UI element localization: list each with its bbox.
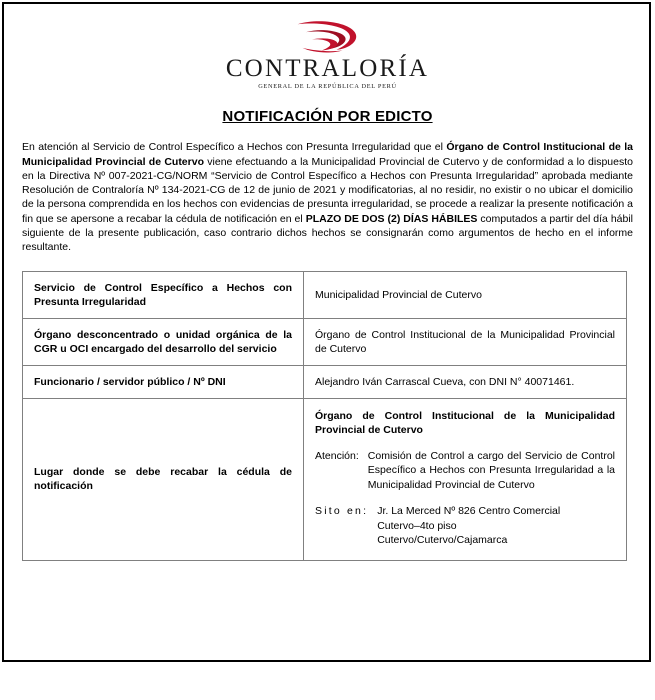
contraloria-swoosh-icon [291, 20, 365, 54]
table-row [23, 271, 627, 318]
site-label: Sito en: [315, 505, 369, 518]
page-title: NOTIFICACIÓN POR EDICTO [222, 108, 433, 126]
site-value [377, 504, 615, 548]
site-address-line-3: Cutervo/Cutervo/Cajamarca [377, 534, 508, 547]
attention-block [315, 449, 615, 493]
row-value: Municipalidad Provincial de Cutervo [304, 271, 627, 318]
intro-segment-2: viene efectuando a la Municipalidad Provincial de Cutervo y de conformidad a lo dispuesto en la Directiva Nº 007-2021-CG/NORM “Servicio de Control Específico a Hechos con Presunta Irregularidad” aprobada mediante Resolución de Contraloría Nº 134-2021-CG de 12 de junio de 2021 y modificatorias, al no residir, no existir o no ubicar el domicilio de la persona comprendida en los hechos con evidencias de presunta irregularidad, se procede a realizar la presente notificación a fin que se apersone a recabar la cédula de notificación en el [22, 155, 633, 225]
row-value [304, 398, 627, 560]
intro-segment-3: computados a partir del día hábil siguiente de la presente publicación, caso contrario dichos hechos se consignarán como argumentos de hecho en el informe resultante. [22, 212, 634, 254]
intro-bold-deadline: PLAZO DE DOS (2) DÍAS HÁBILES [305, 212, 478, 225]
row-label: Lugar donde se debe recabar la cédula de notificación [23, 398, 304, 560]
institutional-header [22, 0, 633, 90]
intro-paragraph [22, 140, 633, 254]
notification-details-table [22, 271, 627, 561]
row-value: Alejandro Iván Carrascal Cueva, con DNI N° 40071461. [304, 365, 627, 398]
row-label: Servicio de Control Específico a Hechos con Presunta Irregularidad [23, 271, 304, 318]
row-value: Órgano de Control Institucional de la Municipalidad Provincial de Cutervo [304, 318, 627, 365]
attention-label: Atención: [315, 449, 359, 462]
intro-bold-entity: Órgano de Control Institucional de la Municipalidad Provincial de Cutervo [22, 141, 633, 168]
site-block [315, 504, 615, 548]
table-row [23, 398, 627, 560]
table-row [23, 318, 627, 365]
site-address-line-2: Cutervo–4to piso [377, 519, 457, 532]
intro-segment-1: En atención al Servicio de Control Específico a Hechos con Presunta Irregularidad que el [22, 141, 447, 154]
logo-subtitle: GENERAL DE LA REPÚBLICA DEL PERÚ [258, 83, 397, 91]
site-address-line-1: Jr. La Merced Nº 826 Centro Comercial [377, 505, 561, 518]
table-row [23, 365, 627, 398]
pickup-office-title: Órgano de Control Institucional de la Municipalidad Provincial de Cutervo [315, 409, 615, 436]
row-label: Órgano desconcentrado o unidad orgánica de la CGR u OCI encargado del desarrollo del servicio [23, 318, 304, 365]
row-label: Funcionario / servidor público / Nº DNI [23, 365, 304, 398]
attention-value: Comisión de Control a cargo del Servicio de Control Específico a Hechos con Presunta Irregularidad a la Municipalidad Provincial de Cutervo [367, 449, 615, 491]
logo-wordmark: CONTRALORÍA [225, 55, 430, 82]
